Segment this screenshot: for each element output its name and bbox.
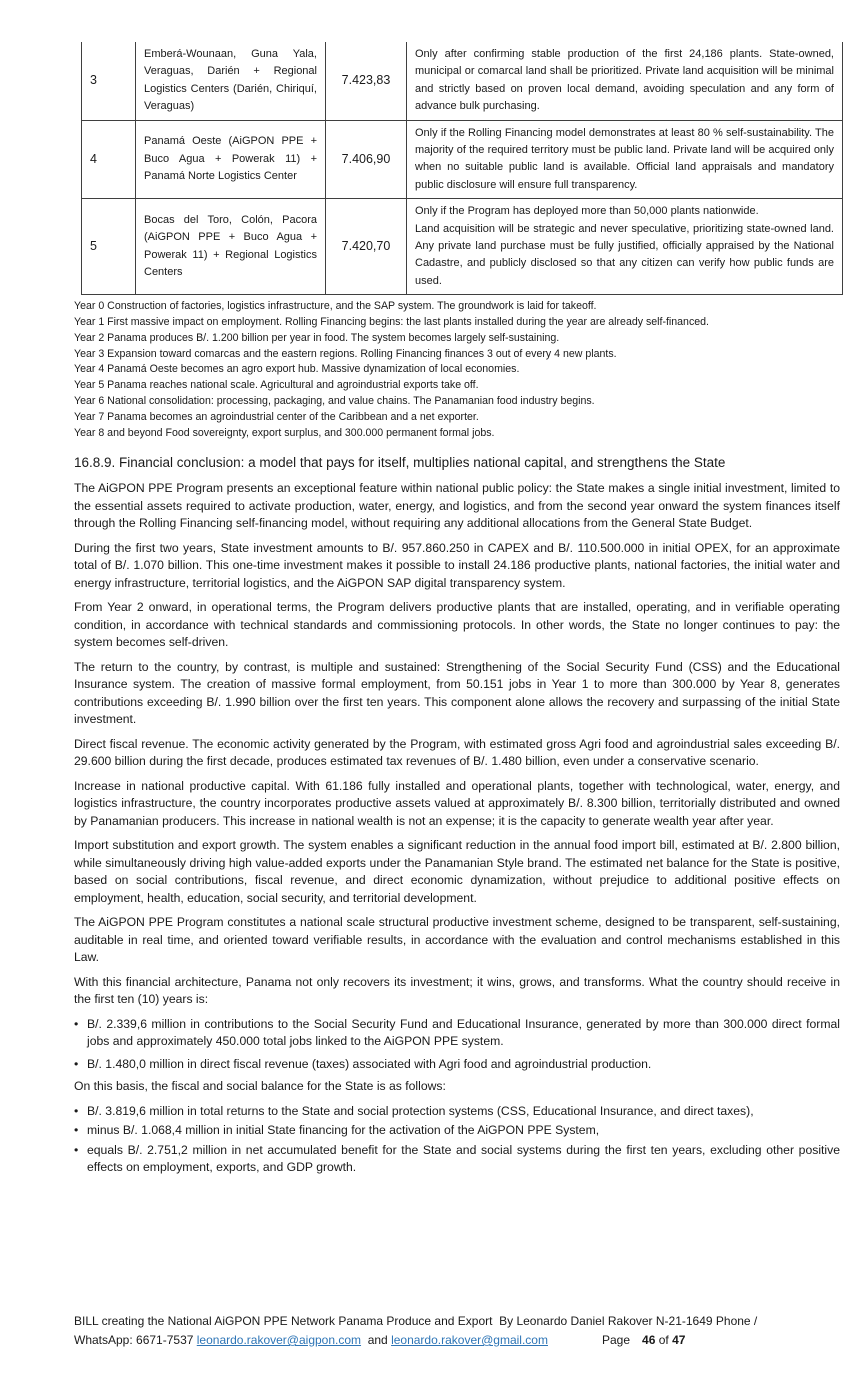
email-link-gmail[interactable]: leonardo.rakover@gmail.com	[391, 1333, 548, 1347]
paragraph-8: The AiGPON PPE Program constitutes a national scale structural productive investment scheme, designed to be transparent, self-sustaining, auditable in real time, and oriented toward verifiable results, in accordance with the evaluation and control mechanisms established in this Law.	[74, 915, 840, 965]
bullet-icon: •	[74, 1123, 79, 1138]
land-allocation-table	[81, 42, 843, 295]
timeline-item-year-8: Year 8 and beyond Food sovereignty, export surplus, and 300.000 permanent formal jobs.	[74, 426, 495, 439]
paragraph-9: With this financial architecture, Panama not only recovers its investment; it wins, grows, and transforms. What the country should receive in the first ten (10) years is:	[74, 974, 840, 1007]
bullet-icon: •	[74, 1056, 79, 1071]
paragraph-2: During the first two years, State investment amounts to B/. 957.860.250 in CAPEX and B/. 110.500.000 in initial OPEX, for an approximate total of B/. 1.070 billion. This one-time investment makes it possible to install 24.186 productive plants, national factories, the initial water and energy infrastructure, territorial logistics, and the AiGPON SAP digital transparency system.	[74, 540, 840, 590]
timeline-item-year-4: Year 4 Panamá Oeste becomes an agro export hub. Massive dynamization of local economies.	[74, 363, 520, 376]
footer-line-2	[74, 1331, 840, 1350]
document-content	[74, 42, 840, 1179]
phase-number: 5	[82, 199, 136, 295]
conditions-text: Only if the Rolling Financing model demonstrates at least 80 % self-sustainability. The majority of the required territory must be public land. Private land will be acquired only when no suitable public land is available. Official land appraisals and mandatory public disclosure will ensure full transparency.	[415, 126, 834, 191]
page-total: 47	[672, 1333, 686, 1347]
value-cell: 7.406,90	[326, 120, 407, 199]
bullet-text: B/. 3.819,6 million in total returns to the State and social protection systems (CSS, Educational Insurance, and direct taxes),	[87, 1103, 754, 1118]
table-row-phase-5	[82, 199, 843, 295]
timeline-list	[74, 299, 840, 441]
phase-number: 3	[82, 42, 136, 120]
conditions-text-2: Land acquisition will be strategic and never speculative, prioritizing state-owned land. Any private land purchase must be fully justified, officially appraised by the National Cadastre, and publicly disclosed so that any citizen can verify how public funds are used.	[415, 222, 834, 287]
bullet-text: equals B/. 2.751,2 million in net accumulated benefit for the State and social systems during the first ten years, excluding other positive effects on employment, exports, and GDP growth.	[87, 1142, 840, 1175]
bullet-item-minus-financing	[74, 1122, 840, 1140]
footer-line-1: BILL creating the National AiGPON PPE Network Panama Produce and Export By Leonardo Daniel Rakover N-21-1649 Phone /	[74, 1314, 758, 1328]
section-heading: 16.8.9. Financial conclusion: a model that pays for itself, multiplies national capital, and strengthens the State	[74, 455, 726, 471]
bullet-item-net-benefit	[74, 1142, 840, 1177]
bullet-text: B/. 1.480,0 million in direct fiscal revenue (taxes) associated with Agri food and agroindustrial production.	[87, 1056, 652, 1071]
page-number: 46	[642, 1333, 656, 1347]
phase-number: 4	[82, 120, 136, 199]
footer-and-text: and	[361, 1333, 392, 1347]
bullet-text: B/. 2.339,6 million in contributions to the Social Security Fund and Educational Insurance, generated by more than 300.000 direct formal jobs and approximately 450.000 total jobs linked to the AiGPON PPE system.	[87, 1016, 840, 1049]
paragraph-on-this-basis: On this basis, the fiscal and social balance for the State is as follows:	[74, 1079, 446, 1094]
bullet-icon: •	[74, 1142, 79, 1157]
timeline-item-year-5: Year 5 Panama reaches national scale. Agricultural and agroindustrial exports take off.	[74, 379, 479, 392]
value-cell: 7.420,70	[326, 199, 407, 295]
bullet-item-total-returns	[74, 1103, 840, 1121]
bullet-text: minus B/. 1.068,4 million in initial State financing for the activation of the AiGPON PPE System,	[87, 1123, 600, 1138]
bullet-icon: •	[74, 1103, 79, 1118]
value-cell: 7.423,83	[326, 42, 407, 120]
conditions-cell	[407, 120, 843, 199]
paragraph-1: The AiGPON PPE Program presents an exceptional feature within national public policy: the State makes a single initial investment, limited to the essential assets required to activate production, water, energy, and logistics, and from the second year onward the system finances itself through the Rolling Financing self-financing model, without requiring any additional allocations from the General State Budget.	[74, 481, 840, 531]
table-row-phase-3	[82, 42, 843, 120]
timeline-item-year-7: Year 7 Panama becomes an agroindustrial center of the Caribbean and a net exporter.	[74, 410, 479, 423]
bullet-icon: •	[74, 1016, 79, 1031]
region-cell: Panamá Oeste (AiGPON PPE + Buco Agua + Powerak 11) + Panamá Norte Logistics Center	[136, 120, 326, 199]
bullet-item-fiscal-revenue	[74, 1056, 840, 1074]
region-cell: Emberá-Wounaan, Guna Yala, Veraguas, Darién + Regional Logistics Centers (Darién, Chiriquí, Veraguas)	[136, 42, 326, 120]
timeline-item-year-1: Year 1 First massive impact on employment. Rolling Financing begins: the last plants installed during the year are already self-financed.	[74, 316, 709, 329]
timeline-item-year-6: Year 6 National consolidation: processing, packaging, and value chains. The Panamanian food industry begins.	[74, 395, 595, 408]
paragraph-3: From Year 2 onward, in operational terms, the Program delivers productive plants that are installed, operating, and in verifiable operating condition, in accordance with technical standards and commissioning protocols. In other words, the State no longer continues to pay: the system becomes self-driven.	[74, 600, 840, 650]
conditions-text: Only if the Program has deployed more than 50,000 plants nationwide.	[415, 205, 759, 218]
conditions-cell	[407, 42, 843, 120]
email-link-aigpon[interactable]: leonardo.rakover@aigpon.com	[196, 1333, 362, 1347]
paragraph-5: Direct fiscal revenue. The economic activity generated by the Program, with estimated gross Agri food and agroindustrial sales exceeding B/. 29.600 billion during the first decade, produces estimated tax revenues of B/. 1.480 billion, even under a conservative scenario.	[74, 736, 840, 769]
table-row-phase-4	[82, 120, 843, 199]
paragraph-4: The return to the country, by contrast, is multiple and sustained: Strengthening of the Social Security Fund (CSS) and the Educational Insurance system. The creation of massive formal employment, from 50.151 jobs in Year 1 to more than 300.000 by Year 8, generates contributions exceeding B/. 1.990 billion over the first ten years. This component alone allows the recovery and surpassing of the initial State investment.	[74, 659, 840, 727]
conditions-cell	[407, 199, 843, 295]
timeline-item-year-3: Year 3 Expansion toward comarcas and the eastern regions. Rolling Financing finances 3 out of every 4 new plants.	[74, 347, 617, 360]
timeline-item-year-2: Year 2 Panama produces B/. 1.200 billion per year in food. The system becomes largely self-sustaining.	[74, 331, 560, 344]
paragraph-7: Import substitution and export growth. The system enables a significant reduction in the annual food import bill, estimated at B/. 2.800 billion, while simultaneously driving high value-added exports under the Panamanian Style brand. The estimated net balance for the State is positive, based on social contributions, fiscal revenue, and direct economic dynamization, without prejudice to additional positive effects on employment, health, education, social security, and territorial development.	[74, 838, 840, 905]
page-label: Page	[601, 1333, 631, 1347]
page-of-text: of	[655, 1333, 673, 1347]
bullet-item-css-contributions	[74, 1016, 840, 1051]
region-cell: Bocas del Toro, Colón, Pacora (AiGPON PPE + Buco Agua + Powerak 11) + Regional Logistics Centers	[136, 199, 326, 295]
page-footer	[74, 1312, 840, 1350]
timeline-item-year-0: Year 0 Construction of factories, logistics infrastructure, and the SAP system. The groundwork is laid for takeoff.	[74, 300, 597, 313]
conditions-text: Only after confirming stable production of the first 24,186 plants. State-owned, municipal or comarcal land shall be prioritized. Private land acquisition will be minimal and strictly based on proven local demand, avoiding speculation and any form of advance bulk purchasing.	[415, 48, 834, 113]
footer-whatsapp-text: WhatsApp: 6671-7537	[74, 1333, 197, 1347]
paragraph-6: Increase in national productive capital. With 61.186 fully installed and operational plants, together with technological, water, energy, and logistics infrastructure, the country incorporates productive assets valued at approximately B/. 8.300 billion, territorially distributed and owned by Panamanian producers. This increase in national wealth is not an expense; it is the capacity to generate wealth year after year.	[74, 778, 840, 828]
